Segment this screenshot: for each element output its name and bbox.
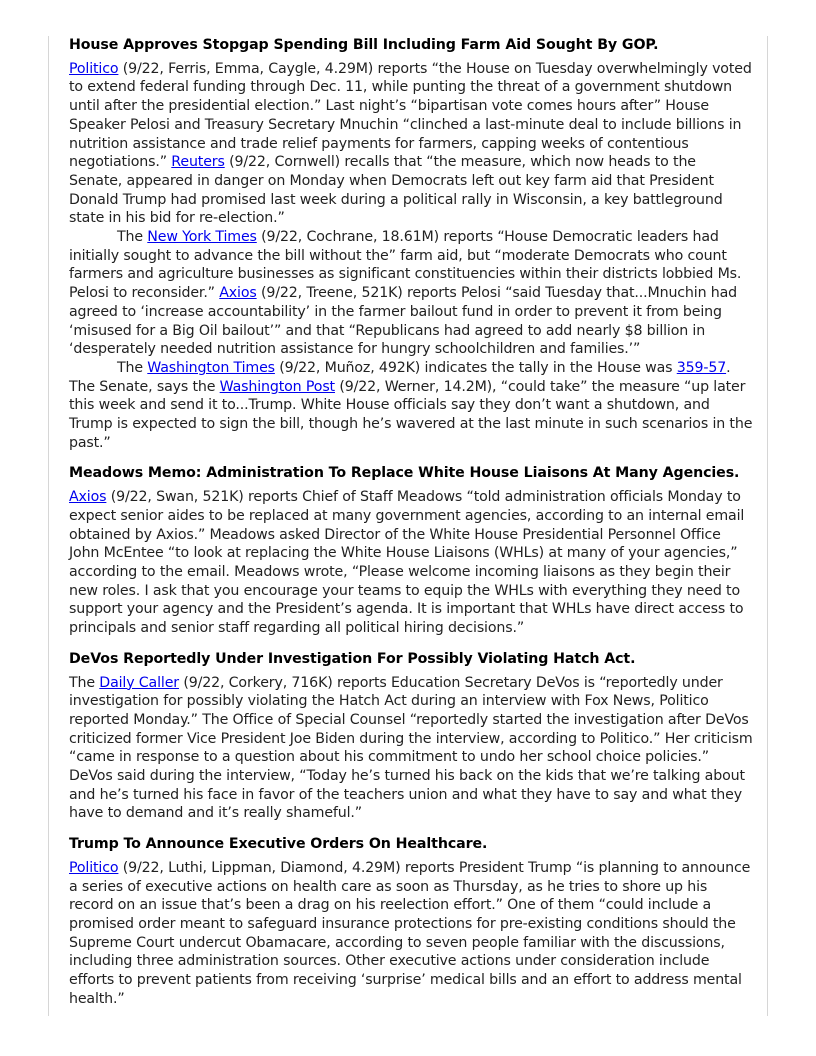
source-link[interactable]: Reuters (171, 154, 225, 171)
article-headline: Meadows Memo: Administration To Replace White House Liaisons At Many Agencies. (69, 465, 740, 482)
paragraph-text: (9/22, Treene, 521K) reports Pelosi “said Tuesday that...Mnuchin had agreed to ‘increase accountability’ in the farmer bailout fund in order to prevent it from being ‘misused for a Big Oil bailout’” and that “Republicans had agreed to add nearly $8 billion in ‘desperately needed nutrition assistance for hungry schoolchildren and families.’” (69, 285, 738, 358)
article-paragraph (69, 60, 753, 228)
paragraph-text: (9/22, Cornwell) recalls that “the measure, which now heads to the Senate, appeared in danger on Monday when Democrats left out key farm aid that President Donald Trump had promised last week during a political rally in Wisconsin, a key battleground state in his bid for re-election.” (69, 154, 723, 227)
article-paragraph (69, 359, 753, 453)
source-link[interactable]: Axios (219, 285, 257, 302)
news-article (69, 650, 753, 823)
source-link[interactable]: Politico (69, 859, 119, 876)
news-content (69, 36, 753, 1020)
paragraph-text: (9/22, Muñoz, 492K) indicates the tally in the House was (274, 359, 677, 376)
article-paragraph (69, 674, 753, 824)
paragraph-text: . The Senate, says the (69, 359, 731, 395)
news-article (69, 835, 753, 1008)
source-link[interactable]: Washington Times (147, 359, 275, 376)
source-link[interactable]: Politico (69, 60, 119, 77)
source-link[interactable]: New York Times (147, 229, 257, 246)
article-paragraph (69, 859, 753, 1009)
article-paragraph (69, 488, 753, 638)
paragraph-text: (9/22, Swan, 521K) reports Chief of Staff Meadows “told administration officials Monday to expect senior aides to be replaced at many government agencies, according to an internal email obtained by Axios.” Meadows asked Director of the White House Presidential Personnel Office John McEntee “to look at replacing the White House Liaisons (WHLs) at many of your agencies,” according to the email. Meadows wrote, “Please welcome incoming liaisons as they begin their new roles. I ask that you encourage your teams to equip the WHLs with everything they need to support your agency and the President’s agenda. It is important that WHLs have direct access to principals and senior staff regarding all political hiring decisions.” (69, 489, 745, 637)
article-headline: Trump To Announce Executive Orders On Healthcare. (69, 836, 488, 853)
paragraph-text: (9/22, Cochrane, 18.61M) reports “House Democratic leaders had initially sought to advance the bill without the” farm aid, but “moderate Democrats who count farmers and agriculture businesses as significant constituencies within their districts lobbied Ms. Pelosi to reconsider.” (69, 229, 742, 302)
paragraph-text: (9/22, Werner, 14.2M), “could take” the measure “up later this week and send it to...Trump. White House officials say they don’t want a shutdown, and Trump is expected to sign the bill, though he’s wavered at the last minute in such scenarios in the past.” (69, 378, 753, 451)
article-headline: House Approves Stopgap Spending Bill Including Farm Aid Sought By GOP. (69, 37, 659, 53)
source-link[interactable]: 359-57 (676, 359, 727, 376)
paragraph-text: The (69, 674, 100, 691)
paragraph-text: (9/22, Ferris, Emma, Caygle, 4.29M) reports “the House on Tuesday overwhelmingly voted to extend federal funding through Dec. 11, while punting the threat of a government shutdown until after the presidential election.” Last night’s “bipartisan vote comes hours after” House Speaker Pelosi and Treasury Secretary Mnuchin “clinched a last-minute deal to include billions in nutrition assistance and trade relief payments for farmers, capping weeks of contentious negotiations.” (69, 60, 752, 171)
paragraph-text: The (117, 359, 148, 376)
source-link[interactable]: Daily Caller (99, 674, 179, 691)
document-page (48, 36, 768, 1016)
article-headline: DeVos Reportedly Under Investigation For Possibly Violating Hatch Act. (69, 650, 636, 667)
source-link[interactable]: Washington Post (219, 378, 335, 395)
paragraph-text: The (117, 229, 148, 246)
paragraph-text: (9/22, Corkery, 716K) reports Education Secretary DeVos is “reportedly under investigation for possibly violating the Hatch Act during an interview with Fox News, Politico reported Monday.” The Office of Special Counsel “reportedly started the investigation after DeVos criticized former Vice President Joe Biden during the interview, according to Politico.” Her criticism “came in response to a question about his commitment to undo her school choice policies.” DeVos said during the interview, “Today he’s turned his back on the kids that we’re talking about and he’s turned his face in favor of the teachers union and what they have to say and what they have to demand and it’s really shameful.” (69, 674, 753, 822)
news-article (69, 36, 753, 452)
news-article (69, 464, 753, 637)
paragraph-text: (9/22, Luthi, Lippman, Diamond, 4.29M) reports President Trump “is planning to announce a series of executive actions on health care as soon as Thursday, as he tries to shore up his record on an issue that’s been a drag on his reelection effort.” One of them “could include a promised order meant to safeguard insurance protections for pre-existing conditions should the Supreme Court undercut Obamacare, according to seven people familiar with the discussions, including three administration sources. Other executive actions under consideration include efforts to prevent patients from receiving ‘surprise’ medical bills and an effort to address mental health.” (69, 859, 751, 1007)
article-paragraph (69, 228, 753, 359)
source-link[interactable]: Axios (69, 489, 107, 506)
